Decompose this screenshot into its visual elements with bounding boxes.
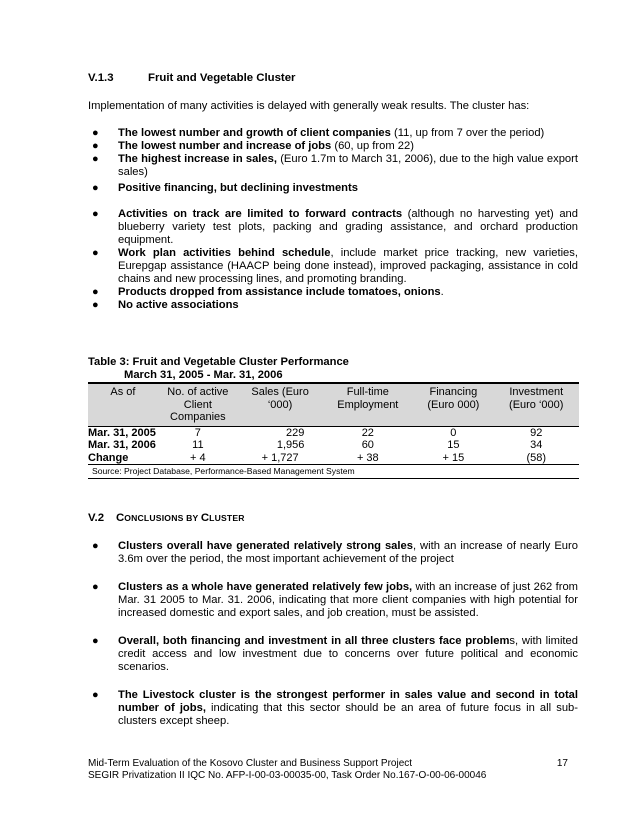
footer-line-1: Mid-Term Evaluation of the Kosovo Cluster and Business Support Project <box>88 758 413 769</box>
col-header-investment: Investment (Euro ‘000) <box>494 383 580 426</box>
list-item <box>88 182 578 195</box>
bullet-list-conclusions <box>88 540 578 728</box>
bullet-icon: ● <box>92 540 99 552</box>
section-title: CONCLUSIONS BY CLUSTER <box>116 512 245 524</box>
table-cell: 229 <box>238 426 323 439</box>
bullet-bold: No active associations <box>118 299 239 311</box>
list-item <box>88 581 578 620</box>
table-source-row <box>88 465 579 479</box>
bullet-icon: ● <box>92 689 99 701</box>
list-item <box>88 127 578 140</box>
bullet-text: , include market price tracking, new varieties, Eurepgap assistance (HAACP being done instead), improved packaging, assistance in cold chains and new processing lines, and promoting branding. <box>118 247 578 285</box>
list-item <box>88 140 578 153</box>
bullet-bold: Activities on track are limited to forward contracts <box>118 208 403 220</box>
table-cell: 15 <box>447 439 460 451</box>
table-cell: 11 <box>192 439 204 451</box>
bullet-text: (Euro 1.7m to March 31, 2006), due to the high value export sales) <box>118 153 578 178</box>
table-cell: 22 <box>322 426 413 439</box>
bullet-bold: Positive financing, but declining investments <box>118 182 358 194</box>
bullet-bold: The Livestock cluster is the strongest performer in sales value and second in total number of jobs, <box>118 689 578 714</box>
bullet-bold: Clusters overall have generated relatively strong sales <box>118 540 413 552</box>
intro-paragraph: Implementation of many activities is delayed with generally weak results. The cluster has: <box>88 100 530 112</box>
bullet-icon: ● <box>92 208 99 220</box>
table-cell: 7 <box>158 426 238 439</box>
table-cell: 60 <box>361 439 374 451</box>
table-source: Source: Project Database, Performance-Based Management System <box>88 465 579 479</box>
bullet-icon: ● <box>92 153 99 165</box>
list-item <box>88 689 578 728</box>
row-label: Mar. 31, 2006 <box>88 439 156 451</box>
bullet-icon: ● <box>92 581 99 593</box>
bullet-text: (although no harvesting yet) and blueberry variety test plots, packing and grading assistance, and orchard production equipment. <box>118 208 578 246</box>
list-item <box>88 286 578 299</box>
table-row <box>88 452 579 465</box>
page-footer <box>88 758 578 782</box>
bullet-icon: ● <box>92 182 99 194</box>
bullet-text: (11, up from 7 over the period) <box>390 127 545 139</box>
table-cell: (58) <box>494 452 580 465</box>
section-heading-v13 <box>88 72 295 85</box>
footer-line-2: SEGIR Privatization II IQC No. AFP-I-00-03-00035-00, Task Order No.167-O-00-06-00046 <box>88 770 487 781</box>
table-caption <box>88 356 349 382</box>
bullet-text: with an increase of just 262 from Mar. 31 2005 to Mar. 31. 2006, indicating that more client companies with high potential for increased domestic and export sales, and job creation, must be assisted. <box>118 581 578 619</box>
col-header-as-of: As of <box>88 383 158 426</box>
row-label: Change <box>88 452 158 465</box>
table-title: Table 3: Fruit and Vegetable Cluster Performance <box>88 356 349 368</box>
page-number: 17 <box>556 758 568 769</box>
list-item <box>88 153 578 179</box>
table-cell: + 1,727 <box>238 452 323 465</box>
table-cell: 1,956 <box>276 439 305 451</box>
table-period: March 31, 2005 - Mar. 31, 2006 <box>124 369 283 381</box>
table-cell: + 38 <box>322 452 413 465</box>
bullet-list-status <box>88 127 578 195</box>
list-item <box>88 540 578 566</box>
bullet-icon: ● <box>92 299 99 311</box>
table-cell: 92 <box>494 426 580 439</box>
bullet-text: . <box>440 286 444 298</box>
table-row <box>88 439 579 452</box>
col-header-employment: Full-time Employment <box>322 383 413 426</box>
list-item <box>88 208 578 247</box>
bullet-bold: Work plan activities behind schedule <box>118 247 331 259</box>
bullet-text: s, with limited credit access and low investment due to concerns over future political and economic scenarios. <box>118 635 578 673</box>
table-cell: 34 <box>530 439 543 451</box>
table-cell: + 15 <box>413 452 493 465</box>
table-row <box>88 426 579 439</box>
section-number: V.1.3 <box>88 72 114 84</box>
bullet-icon: ● <box>92 127 99 139</box>
table-header-row <box>88 383 579 426</box>
col-header-sales: Sales (Euro ‘000) <box>238 383 323 426</box>
section-title: Fruit and Vegetable Cluster <box>148 72 296 84</box>
bullet-bold: Overall, both financing and investment in all three clusters face problem <box>118 635 510 647</box>
section-number: V.2 <box>88 512 105 524</box>
bullet-bold: Products dropped from assistance include tomatoes, onions <box>118 286 441 298</box>
bullet-bold: The lowest number and growth of client companies <box>118 127 391 139</box>
bullet-list-activities <box>88 208 578 312</box>
bullet-text: (60, up from 22) <box>331 140 414 152</box>
bullet-bold: Clusters as a whole have generated relatively few jobs, <box>118 581 413 593</box>
section-heading-v2 <box>88 512 245 525</box>
bullet-icon: ● <box>92 140 99 152</box>
row-label: Mar. 31, 2005 <box>88 426 156 439</box>
list-item <box>88 635 578 674</box>
bullet-bold: The highest increase in sales, <box>118 153 277 165</box>
bullet-icon: ● <box>92 635 99 647</box>
bullet-text: indicating that this sector should be an area of future focus in all sub-clusters except sheep. <box>118 702 578 727</box>
bullet-bold: The lowest number and increase of jobs <box>118 140 332 152</box>
bullet-icon: ● <box>92 286 99 298</box>
bullet-text: , with an increase of nearly Euro 3.6m over the period, the most important achievement of the project <box>118 540 578 565</box>
list-item <box>88 299 578 312</box>
col-header-financing: Financing (Euro 000) <box>413 383 493 426</box>
table-cell: + 4 <box>158 452 238 465</box>
col-header-client-companies: No. of active Client Companies <box>158 383 238 426</box>
list-item <box>88 247 578 286</box>
performance-table <box>88 382 579 479</box>
bullet-icon: ● <box>92 247 99 259</box>
table-cell: 0 <box>413 426 493 439</box>
